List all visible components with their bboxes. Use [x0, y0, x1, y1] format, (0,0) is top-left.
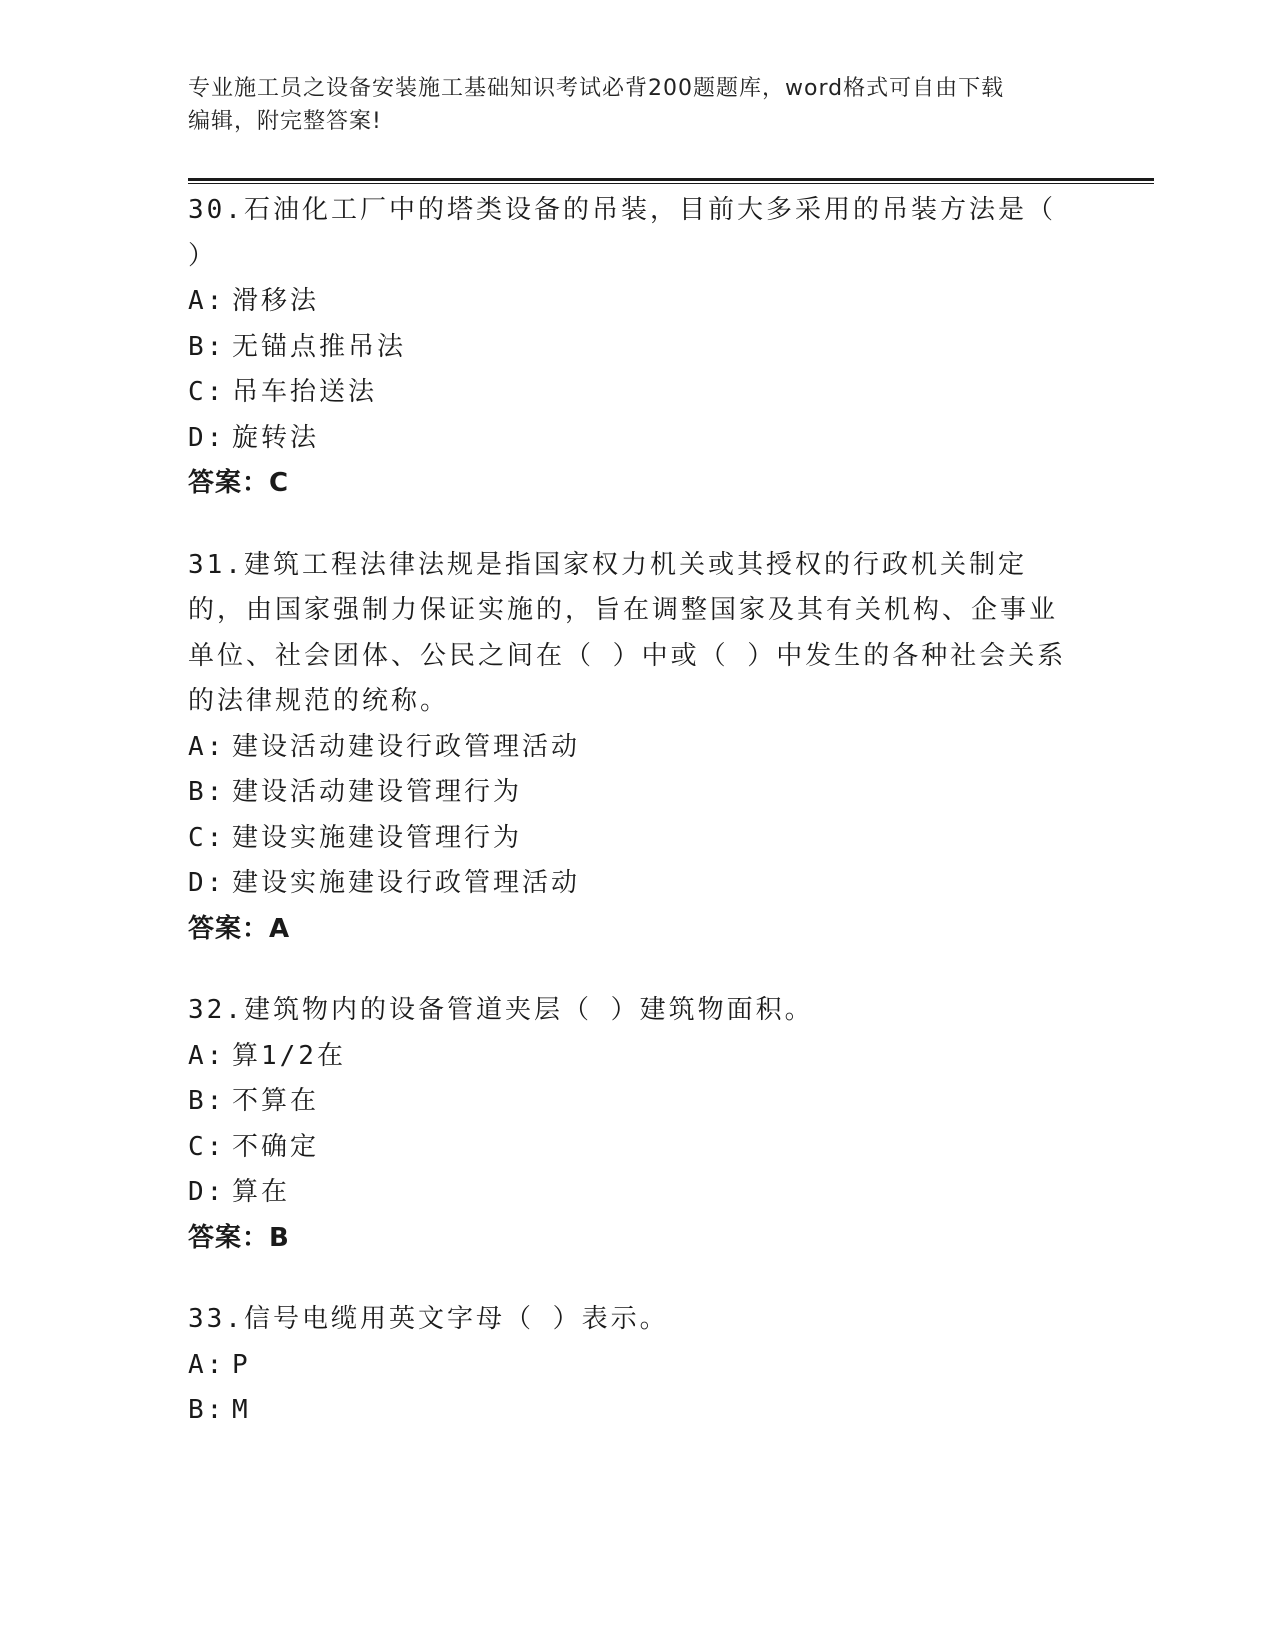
option-a: [188, 279, 1068, 325]
option-key: A:: [188, 731, 226, 762]
question-32: [188, 988, 1068, 1261]
option-b: [188, 770, 1068, 816]
option-b: [188, 1388, 1068, 1434]
option-c: [188, 370, 1068, 416]
option-c: [188, 816, 1068, 862]
option-text: 旋转法: [232, 422, 320, 453]
option-text: 滑移法: [232, 286, 320, 316]
option-key: C:: [188, 377, 226, 407]
option-key: A:: [188, 1040, 226, 1071]
option-text: 建设活动建设行政管理活动: [232, 731, 581, 762]
option-d: [188, 1170, 1068, 1216]
option-text: 算1/2在: [232, 1040, 346, 1071]
option-key: B:: [188, 1395, 226, 1425]
option-key: A:: [188, 286, 226, 316]
option-key: D:: [188, 1177, 226, 1207]
option-text: 吊车抬送法: [232, 377, 378, 407]
question-list: [188, 188, 1068, 1470]
header-line-1: 专业施工员之设备安装施工基础知识考试必背200题题库，word格式可自由下载: [188, 76, 1005, 101]
question-text: 32.建筑物内的设备管道夹层（ ）建筑物面积。: [188, 995, 814, 1025]
option-text: P: [232, 1349, 251, 1380]
question-33: [188, 1297, 1068, 1434]
option-text: 不确定: [232, 1131, 320, 1162]
question-text: 30.石油化工厂中的塔类设备的吊装，目前大多采用的吊装方法是（ ）: [188, 195, 1056, 271]
option-key: B:: [188, 1086, 226, 1116]
question-31: [188, 543, 1068, 953]
option-key: D:: [188, 868, 226, 898]
question-30: [188, 188, 1068, 507]
answer: 答案：C: [188, 468, 290, 498]
option-a: [188, 725, 1068, 771]
option-key: B:: [188, 777, 226, 807]
option-d: [188, 416, 1068, 462]
option-key: D:: [188, 422, 226, 453]
option-text: 建设活动建设管理行为: [232, 777, 523, 807]
option-text: M: [232, 1395, 251, 1425]
option-text: 无锚点推吊法: [232, 331, 407, 362]
header-divider-thick: [188, 178, 1154, 181]
option-key: A:: [188, 1349, 226, 1380]
option-text: 算在: [232, 1177, 291, 1207]
option-a: [188, 1034, 1068, 1080]
header-line-2: 编辑，附完整答案!: [188, 109, 382, 134]
option-text: 不算在: [232, 1086, 320, 1116]
option-text: 建设实施建设行政管理活动: [232, 868, 581, 898]
option-b: [188, 325, 1068, 371]
option-text: 建设实施建设管理行为: [232, 822, 523, 853]
question-text: 31.建筑工程法律法规是指国家权力机关或其授权的行政机关制定的，由国家强制力保证实施的，旨在调整国家及其有关机构、企事业单位、社会团体、公民之间在（ ）中或（ ）中发生的各种社会关系的法律规范的统称。: [188, 549, 1067, 716]
option-d: [188, 861, 1068, 907]
document-header: [188, 72, 1068, 138]
option-key: C:: [188, 1131, 226, 1162]
answer: 答案：B: [188, 1222, 290, 1253]
header-divider-thin: [188, 183, 1154, 184]
answer: 答案：A: [188, 913, 291, 944]
option-key: B:: [188, 331, 226, 362]
question-text: 33.信号电缆用英文字母（ ）表示。: [188, 1304, 669, 1334]
option-c: [188, 1125, 1068, 1171]
option-b: [188, 1079, 1068, 1125]
option-key: C:: [188, 822, 226, 853]
option-a: [188, 1343, 1068, 1389]
header-divider: [188, 178, 1154, 184]
